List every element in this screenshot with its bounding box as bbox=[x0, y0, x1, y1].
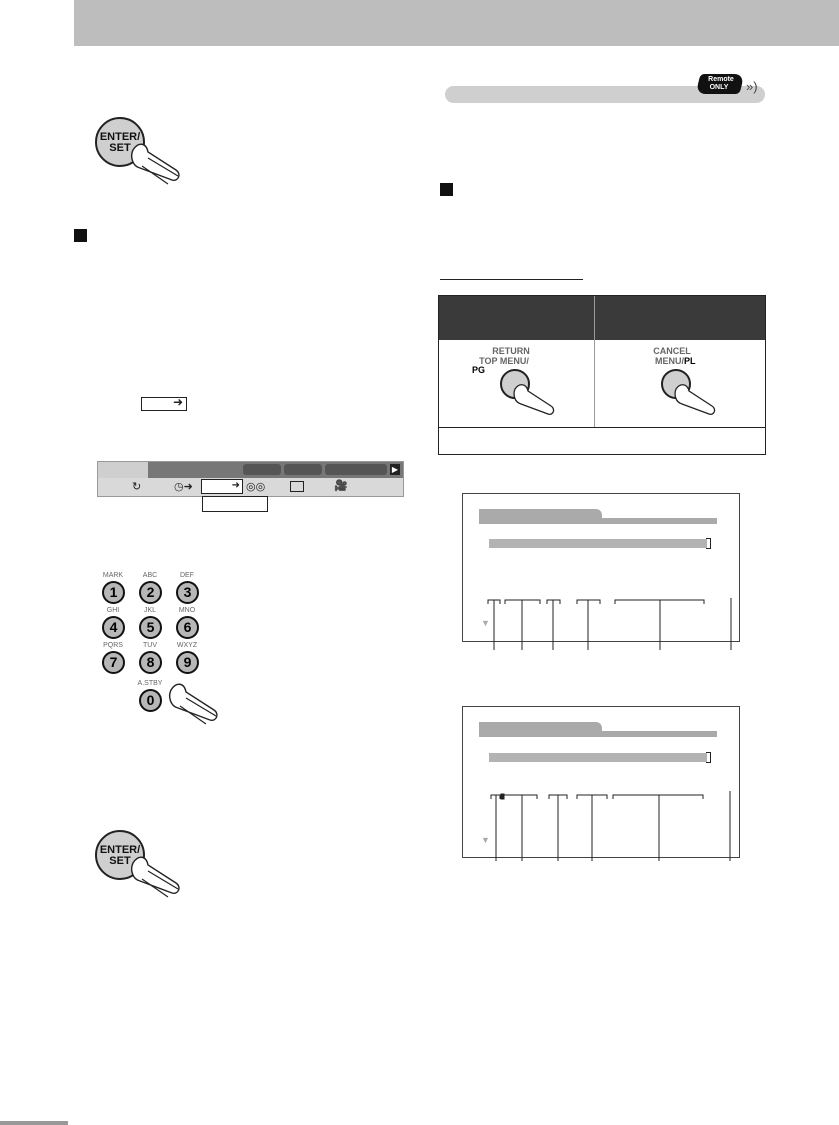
key-caption: MNO bbox=[178, 607, 196, 614]
screen-bar-end-bracket bbox=[706, 538, 711, 549]
key-caption: A.STBY bbox=[137, 680, 163, 687]
repeat-icon: ↻ bbox=[132, 481, 142, 493]
scroll-down-icon: ▼ bbox=[481, 618, 490, 628]
key-caption: MARK bbox=[102, 572, 124, 579]
callout-lines-2 bbox=[483, 791, 743, 861]
bar-chip-3 bbox=[325, 464, 387, 475]
bar-chip-2 bbox=[284, 464, 322, 475]
number-key-6: 6 bbox=[176, 616, 199, 639]
key-caption: PQRS bbox=[103, 642, 123, 649]
subsection-underline bbox=[440, 279, 583, 280]
remote-only-badge bbox=[696, 74, 745, 94]
callout-lines-1 bbox=[483, 598, 743, 650]
number-key-0: 0 bbox=[139, 689, 162, 712]
bar-label-cell bbox=[98, 462, 148, 478]
section-bullet-right bbox=[440, 183, 453, 196]
arrow-right-icon: ➜ bbox=[231, 480, 240, 491]
menu-label: MENU/ bbox=[655, 356, 684, 366]
arrow-right-icon: ➜ bbox=[172, 395, 183, 409]
key-caption: DEF bbox=[180, 572, 194, 579]
screen-diagram-2 bbox=[462, 706, 740, 858]
bar-next-icon: ▶ bbox=[391, 465, 399, 474]
key-caption: TUV bbox=[143, 642, 157, 649]
enter-label: ENTER/ bbox=[99, 131, 141, 143]
top-menu-label: TOP MENU/ bbox=[479, 356, 529, 366]
scroll-down-icon: ▼ bbox=[481, 835, 490, 845]
page-footer-bar bbox=[0, 1121, 68, 1125]
hand-pointer-icon bbox=[511, 381, 561, 421]
number-key-2: 2 bbox=[139, 581, 162, 604]
hand-pointer-icon bbox=[672, 381, 722, 421]
hand-pointer-icon bbox=[128, 140, 188, 190]
hand-pointer-icon bbox=[128, 853, 188, 903]
audio-icon: ◎◎ bbox=[246, 481, 266, 493]
subtitle-icon bbox=[290, 481, 304, 492]
key-caption: GHI bbox=[106, 607, 120, 614]
on-screen-bar bbox=[97, 461, 404, 497]
number-key-1: 1 bbox=[102, 581, 125, 604]
hand-pointer-icon bbox=[166, 680, 226, 730]
table-divider-horizontal bbox=[439, 427, 765, 428]
bar-chip-1 bbox=[243, 464, 281, 475]
time-icon: ◷➜ bbox=[174, 481, 193, 493]
enter-label: ENTER/ bbox=[99, 844, 141, 856]
number-key-5: 5 bbox=[139, 616, 162, 639]
screen-info-bar bbox=[489, 753, 707, 762]
key-caption: JKL bbox=[143, 607, 157, 614]
page-header-bar bbox=[74, 0, 839, 46]
signal-waves-icon: ») bbox=[746, 79, 758, 94]
pl-label: PL bbox=[684, 356, 696, 366]
screen-diagram-1 bbox=[462, 493, 740, 642]
key-caption: WXYZ bbox=[176, 642, 198, 649]
badge-line1: Remote bbox=[708, 76, 734, 83]
number-key-4: 4 bbox=[102, 616, 125, 639]
table-header bbox=[439, 296, 765, 340]
number-key-3: 3 bbox=[176, 581, 199, 604]
number-key-7: 7 bbox=[102, 651, 125, 674]
set-label: SET bbox=[109, 142, 131, 154]
pg-label: PG bbox=[472, 365, 486, 375]
screen-info-bar bbox=[489, 539, 707, 548]
button-table bbox=[438, 295, 766, 455]
time-search-box bbox=[141, 397, 187, 411]
set-label: SET bbox=[109, 855, 131, 867]
angle-icon: 🎥 bbox=[334, 480, 348, 492]
screen-tab-line bbox=[479, 518, 717, 524]
key-caption: ABC bbox=[142, 572, 158, 579]
number-key-8: 8 bbox=[139, 651, 162, 674]
screen-bar-end-bracket bbox=[706, 752, 711, 763]
badge-line2: ONLY bbox=[709, 84, 729, 91]
section-bullet-left bbox=[74, 229, 87, 242]
screen-tab-line bbox=[479, 731, 717, 737]
return-label: RETURN bbox=[492, 346, 530, 356]
number-key-9: 9 bbox=[176, 651, 199, 674]
bar-pointer-box bbox=[202, 496, 268, 512]
cancel-label: CANCEL bbox=[653, 346, 691, 356]
table-divider-vertical bbox=[594, 296, 595, 427]
time-entry-cell bbox=[201, 479, 243, 494]
